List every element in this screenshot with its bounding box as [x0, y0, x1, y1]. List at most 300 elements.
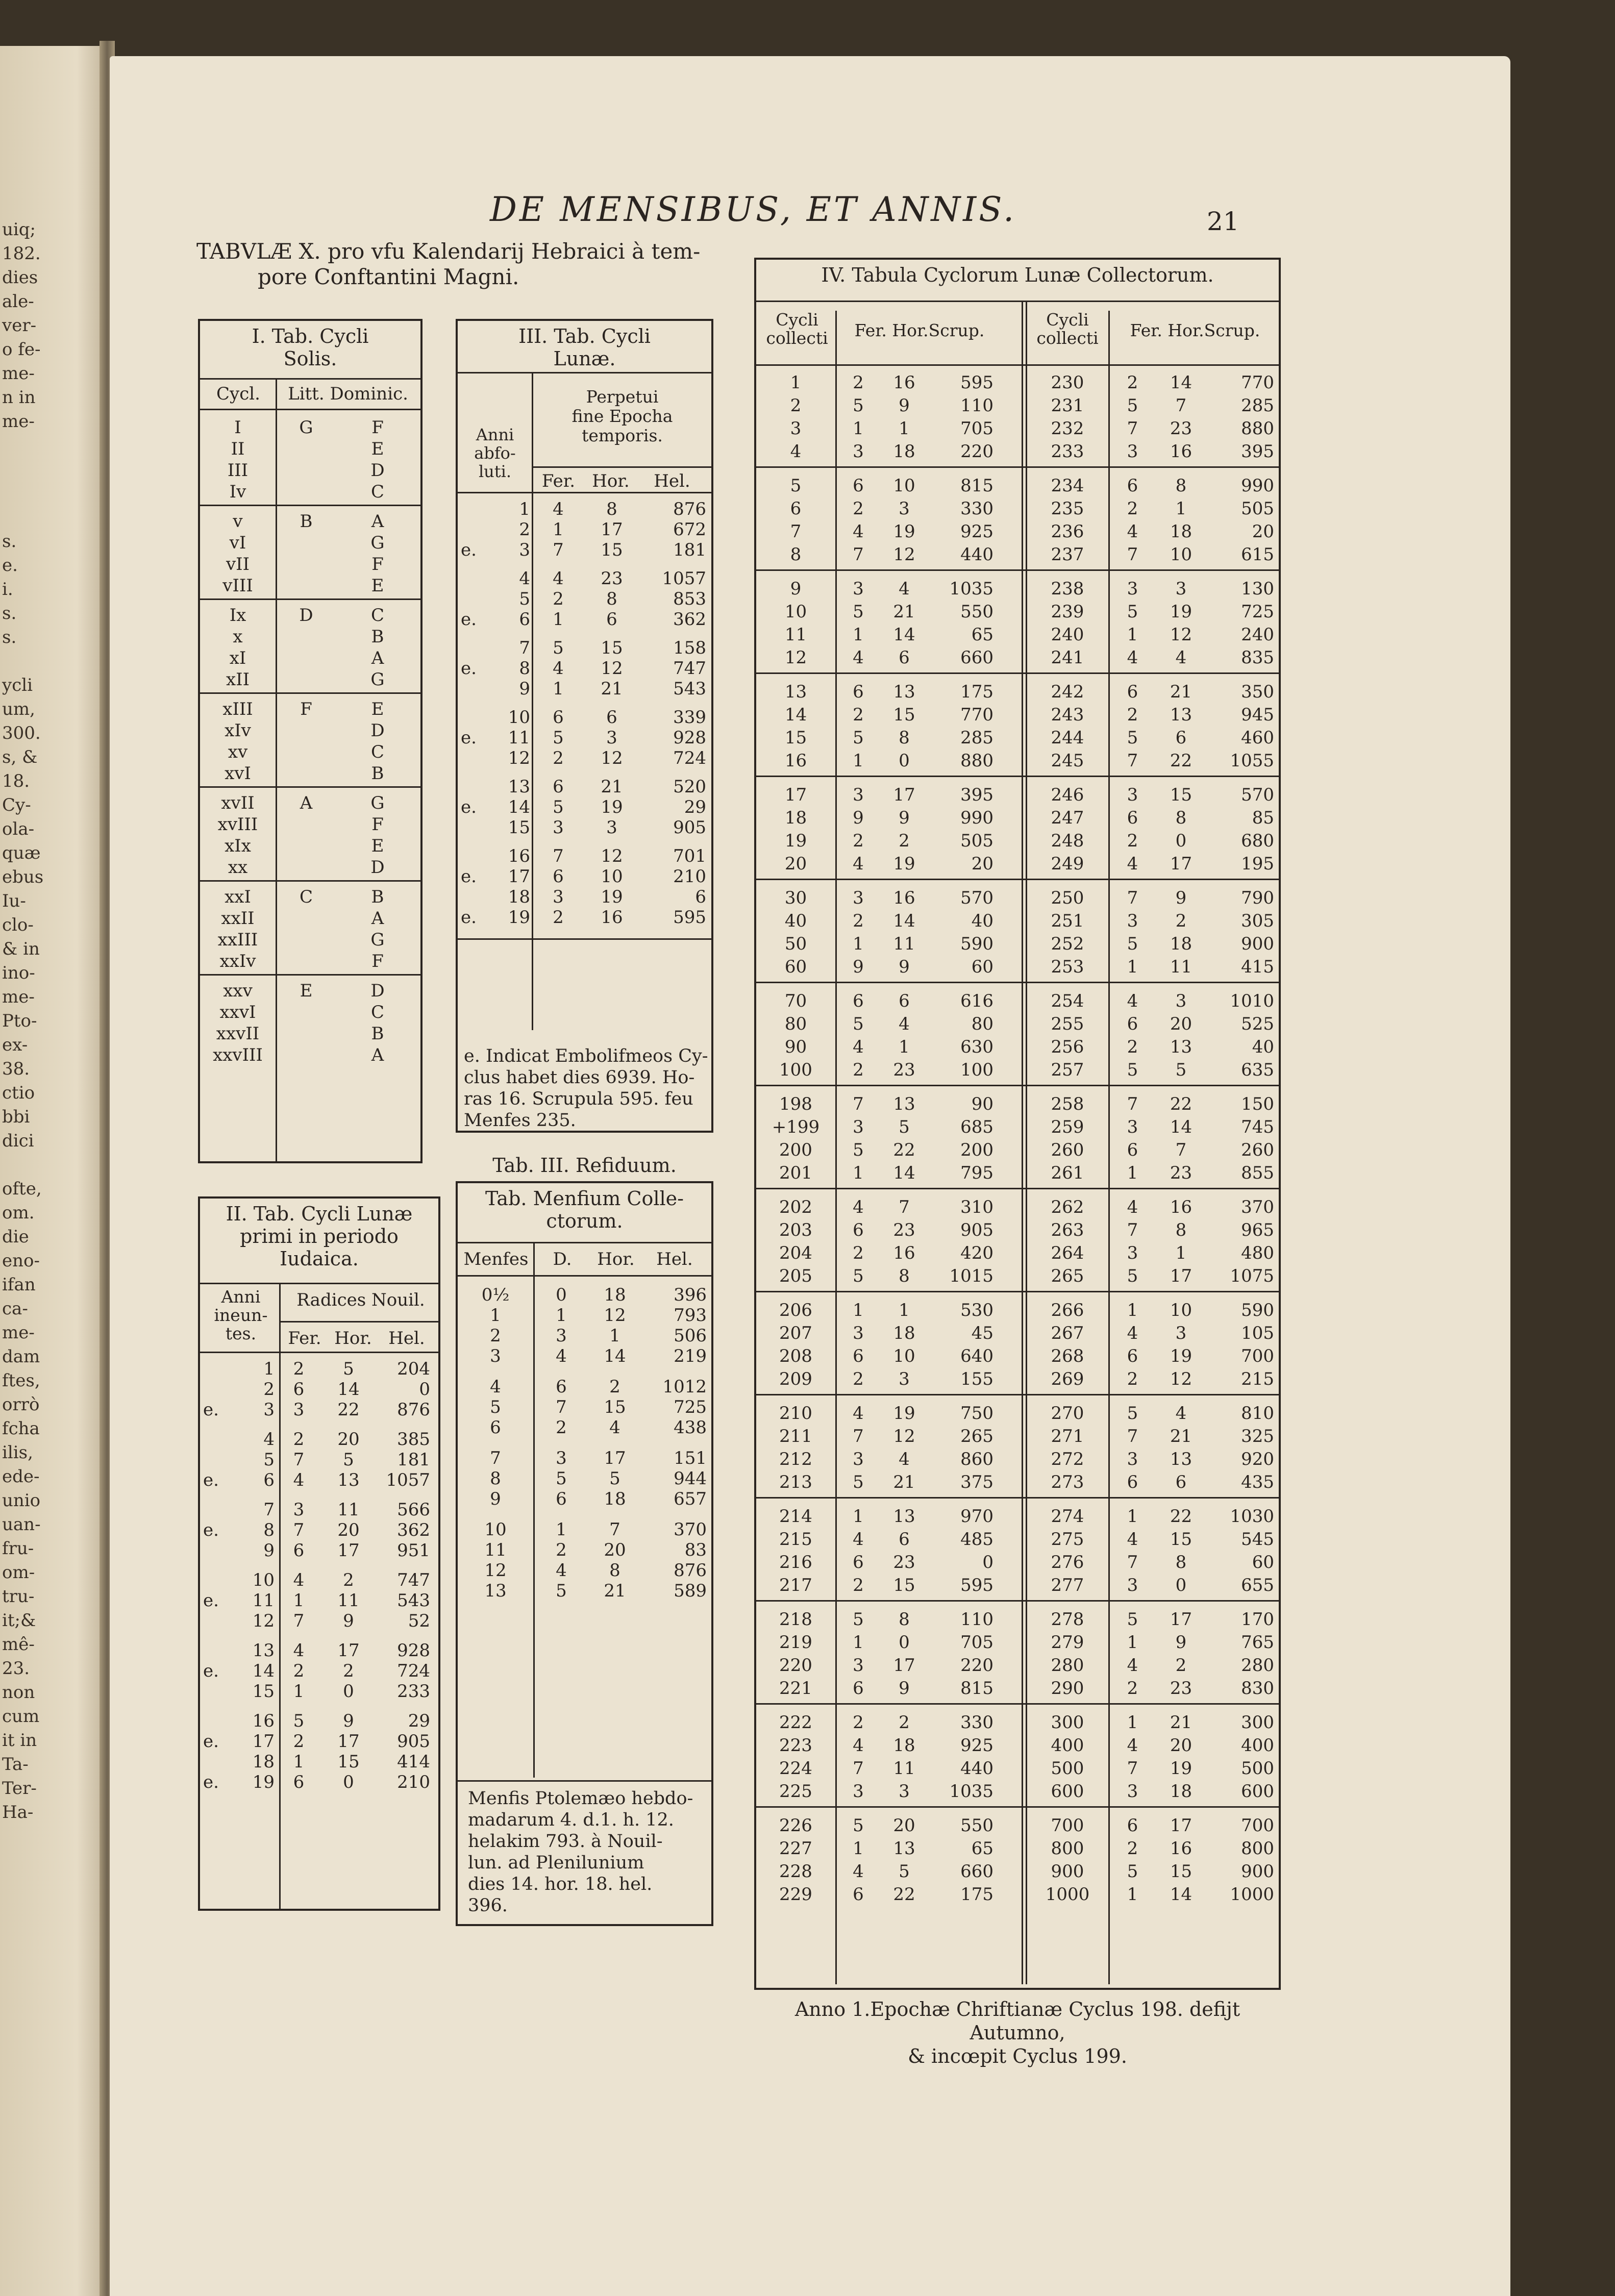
cell-scrup: 835: [1241, 647, 1274, 668]
cell-fer: 7: [1127, 1094, 1138, 1114]
margin-text-line: ino-: [2, 963, 35, 983]
table-row: [756, 705, 1022, 725]
cell-hor: 5: [1175, 1060, 1187, 1080]
cell-hor: 11: [337, 1590, 360, 1611]
cell-hor: 20: [337, 1429, 360, 1450]
cell-scrup: 1000: [1230, 1884, 1274, 1905]
cell-hel: 210: [673, 866, 706, 887]
cell-hel: 233: [397, 1681, 430, 1702]
cell-fer: 1: [853, 934, 864, 954]
title-line-1: TABVLÆ X. pro vfu Kalendarij Hebraici à tem-: [196, 239, 701, 264]
cell-scrup: 0: [982, 1552, 993, 1573]
cell-scrup: 415: [1241, 957, 1274, 977]
cell-menfes: 1: [490, 1305, 501, 1326]
cell-cycl: xI: [229, 648, 246, 668]
cell-cycl: vII: [226, 554, 250, 575]
cell-mark: e.: [203, 1400, 219, 1420]
cell-cycli: 30: [784, 888, 807, 908]
cell-hel: 543: [673, 679, 706, 699]
table-row: [1027, 1014, 1279, 1034]
table-row: [1027, 1473, 1279, 1492]
cell-hor: 21: [601, 679, 623, 699]
cell-scrup: 800: [1241, 1838, 1274, 1859]
cell-cycli: 251: [1051, 911, 1084, 931]
rule-line: [532, 466, 711, 468]
cell-litt-1: [276, 670, 337, 689]
cell-cycli: 272: [1051, 1449, 1084, 1469]
table5-cycli-line: collecti: [766, 328, 828, 348]
cell-menfes: 11: [484, 1540, 507, 1560]
cell-hel: 151: [674, 1448, 707, 1468]
cell-anni: 2: [519, 519, 530, 540]
cell-hor: 17: [1170, 1609, 1192, 1630]
cell-hor: 18: [1170, 521, 1192, 542]
cell-hor: 5: [343, 1359, 354, 1379]
cell-hor: 0: [343, 1681, 354, 1702]
cell-hor: 22: [337, 1400, 360, 1420]
cell-cycli: 1000: [1045, 1884, 1090, 1905]
cell-hor: 12: [893, 544, 915, 565]
table-row: [458, 908, 711, 927]
cell-fer: 4: [1127, 521, 1138, 542]
cell-scrup: 655: [1241, 1575, 1274, 1595]
cell-fer: 2: [1127, 1838, 1138, 1859]
cell-cycli: 247: [1051, 808, 1084, 828]
cell-hor: 3: [606, 728, 617, 748]
table-row: [756, 831, 1022, 851]
cell-scrup: 900: [1241, 1861, 1274, 1882]
cell-d: 1: [556, 1305, 567, 1326]
cell-hor: 19: [1170, 602, 1192, 622]
table3-caption-line: III. Tab. Cycli: [518, 325, 651, 347]
cell-fer: 2: [1127, 1037, 1138, 1057]
margin-text-line: ofte,: [2, 1179, 42, 1199]
table-row: [200, 1380, 438, 1399]
cell-scrup: 150: [1241, 1094, 1274, 1114]
cell-fer: 1: [853, 625, 864, 645]
cell-cycli: 231: [1051, 395, 1084, 416]
cell-mark: [200, 1450, 223, 1469]
cell-hor: 13: [1170, 705, 1192, 725]
cell-scrup: 330: [960, 1712, 993, 1733]
cell-fer: 5: [853, 728, 864, 748]
table-row: [458, 887, 711, 907]
cell-cycli: 201: [779, 1163, 812, 1183]
cell-fer: 1: [1127, 1884, 1138, 1905]
table-row: [756, 1450, 1022, 1469]
cell-hor: 4: [1175, 1403, 1187, 1424]
cell-anni: 2: [263, 1379, 275, 1400]
cell-menfes: 4: [490, 1377, 501, 1397]
cell-scrup: 705: [960, 1632, 993, 1653]
cell-scrup: 595: [960, 372, 993, 393]
table-row: [200, 1611, 438, 1631]
cell-fer: 7: [1127, 544, 1138, 565]
cell-fer: 5: [293, 1711, 305, 1731]
cell-mark: [200, 1711, 223, 1731]
cell-hor: 15: [1170, 1529, 1192, 1550]
table3-note-line: ras 16. Scrupula 595. feu: [464, 1089, 693, 1109]
table2-sub-fer: Fer.: [288, 1328, 321, 1349]
table2-caption: [200, 1203, 438, 1270]
table-row: [200, 981, 420, 1001]
cell-hel: 362: [673, 609, 706, 630]
table-row: [200, 606, 420, 625]
cell-litt-1: [276, 858, 337, 877]
table-row: [756, 373, 1022, 392]
cell-cycli: 500: [1051, 1758, 1084, 1779]
cell-fer: 1: [853, 1300, 864, 1320]
cell-scrup: 375: [960, 1472, 993, 1492]
table-row: [200, 461, 420, 480]
cell-fer: 2: [853, 1712, 864, 1733]
table-row: [458, 1469, 711, 1488]
cell-hor: 23: [1170, 418, 1192, 439]
cell-scrup: 790: [1241, 888, 1274, 908]
table-row: [200, 1500, 438, 1519]
rule-line: [756, 879, 1279, 880]
table-row: [756, 1816, 1022, 1835]
cell-cycli: 3: [790, 418, 802, 439]
cell-hel: 928: [673, 728, 706, 748]
cell-fer: 3: [853, 1781, 864, 1802]
cell-hel: 385: [397, 1429, 430, 1450]
cell-cycli: 215: [779, 1529, 812, 1550]
cell-hel: 396: [674, 1285, 707, 1305]
table2-anni-line: ineun-: [214, 1305, 268, 1325]
cell-hor: 5: [343, 1450, 354, 1470]
cell-hor: 12: [1170, 625, 1192, 645]
margin-text-line: s.: [2, 627, 17, 647]
cell-mark: [458, 520, 481, 539]
table3-sub-hor: Hor.: [592, 471, 630, 491]
cell-fer: 5: [1127, 1266, 1138, 1286]
cell-hel: 219: [674, 1346, 707, 1366]
table-row: [1027, 499, 1279, 518]
table3-header-perpetui: [534, 387, 710, 445]
cell-hor: 1: [899, 418, 910, 439]
table-row: [756, 888, 1022, 908]
cell-cycli: 253: [1051, 957, 1084, 977]
cell-scrup: 40: [971, 911, 993, 931]
cell-fer: 1: [853, 1838, 864, 1859]
cell-cycli: 214: [779, 1506, 812, 1527]
cell-hor: 19: [601, 797, 623, 817]
cell-cycli: 7: [790, 521, 802, 542]
cell-fer: 5: [1127, 1609, 1138, 1630]
cell-hor: 13: [893, 1838, 915, 1859]
cell-scrup: 395: [960, 785, 993, 805]
table-row: [1027, 1782, 1279, 1801]
cell-scrup: 990: [1241, 476, 1274, 496]
cell-anni: 16: [508, 846, 530, 866]
cell-d: 5: [556, 1468, 567, 1489]
table4-note-line: dies 14. hor. 18. hel.: [468, 1874, 653, 1894]
table-row: [200, 1045, 420, 1065]
cell-cycli: 239: [1051, 602, 1084, 622]
cell-fer: 3: [853, 1323, 864, 1343]
table-row: [458, 1326, 711, 1345]
table-row: [200, 1711, 438, 1731]
cell-fer: 5: [1127, 602, 1138, 622]
cell-anni: 1: [263, 1359, 275, 1379]
cell-fer: 3: [1127, 441, 1138, 462]
cell-anni: 3: [519, 540, 530, 560]
cell-litt-2: B: [371, 887, 384, 907]
cell-hor: 0: [1175, 831, 1187, 851]
margin-text-line: & in: [2, 939, 40, 959]
cell-scrup: 195: [1241, 854, 1274, 874]
cell-scrup: 880: [1241, 418, 1274, 439]
cell-hor: 17: [337, 1540, 360, 1561]
cell-fer: 5: [853, 1014, 864, 1034]
cell-anni: 8: [263, 1520, 275, 1540]
margin-text-line: me-: [2, 1322, 35, 1343]
table-row: [756, 419, 1022, 438]
rule-line: [756, 364, 1279, 366]
cell-litt-2: C: [370, 605, 384, 626]
table2-header-anni: [205, 1288, 277, 1343]
cell-hor: 18: [893, 441, 915, 462]
cell-scrup: 85: [1252, 808, 1274, 828]
table-row: [458, 777, 711, 796]
margin-text-line: ycli: [2, 675, 33, 695]
table3-anni-line: abfo-: [474, 443, 516, 463]
table-row: [756, 1266, 1022, 1286]
page-title: [196, 239, 727, 290]
cell-litt-2: F: [371, 417, 384, 438]
cell-fer: 4: [1127, 1323, 1138, 1343]
cell-cycli: 259: [1051, 1117, 1084, 1137]
cell-litt-1: [276, 815, 337, 834]
cell-anni: 13: [252, 1640, 275, 1661]
table1-caption: [200, 325, 420, 370]
cell-hor: 18: [893, 1735, 915, 1756]
cell-scrup: 925: [960, 521, 993, 542]
cell-anni: 4: [519, 568, 530, 589]
cell-litt-1: [276, 461, 337, 480]
cell-scrup: 970: [960, 1506, 993, 1527]
cell-cycli: 220: [779, 1655, 812, 1676]
cell-cycli: 269: [1051, 1369, 1084, 1389]
margin-text-line: me-: [2, 363, 35, 384]
cell-hor: 11: [893, 934, 915, 954]
table-row: [1027, 1163, 1279, 1183]
table-row: [200, 1430, 438, 1449]
cell-hor: 15: [893, 705, 915, 725]
table2-caption-line: primi in periodo: [240, 1225, 399, 1247]
cell-fer: 4: [553, 568, 564, 589]
cell-hor: 9: [1175, 888, 1187, 908]
cell-hel: 876: [674, 1560, 707, 1581]
cell-fer: 5: [853, 1266, 864, 1286]
table3-perp-line: Perpetui: [586, 387, 659, 407]
cell-hor: 14: [1170, 372, 1192, 393]
cell-hor: 15: [604, 1397, 626, 1417]
table4-note-line: helakim 793. à Nouil-: [468, 1831, 663, 1852]
cell-cycl: xxIv: [219, 951, 256, 971]
cell-hor: 9: [899, 957, 910, 977]
cell-hel: 438: [674, 1417, 707, 1438]
cell-mark: [200, 1570, 223, 1590]
margin-text-line: ebus: [2, 867, 44, 887]
cell-fer: 1: [853, 1506, 864, 1527]
cell-cycli: 278: [1051, 1609, 1084, 1630]
cell-cycl: xvI: [225, 763, 251, 784]
table-row: [756, 545, 1022, 564]
table-row: [1027, 1679, 1279, 1698]
cell-fer: 6: [853, 682, 864, 702]
cell-cycli: 9: [790, 579, 802, 599]
cell-cycli: 234: [1051, 476, 1084, 496]
cell-anni: 7: [263, 1500, 275, 1520]
cell-hor: 16: [893, 1243, 915, 1263]
cell-scrup: 545: [1241, 1529, 1274, 1550]
cell-fer: 4: [553, 499, 564, 519]
table3-perp-line: fine Epocha: [572, 406, 673, 426]
table-row: [756, 1656, 1022, 1675]
cell-hor: 9: [343, 1611, 354, 1631]
table-row: [756, 1197, 1022, 1217]
cell-fer: 3: [1127, 785, 1138, 805]
cell-hor: 7: [899, 1197, 910, 1217]
cell-mark: [200, 1641, 223, 1660]
table-row: [200, 836, 420, 856]
table-row: [1027, 854, 1279, 874]
table5-header-cycli-left: [759, 311, 835, 347]
cell-cycli: +199: [772, 1117, 820, 1137]
cell-cycli: 241: [1051, 647, 1084, 668]
cell-hor: 1: [899, 1037, 910, 1057]
cell-litt-1: F: [300, 699, 312, 719]
cell-scrup: 440: [960, 1758, 993, 1779]
cell-fer: 2: [293, 1429, 305, 1450]
cell-hel: 181: [673, 540, 706, 560]
cell-hel: 944: [674, 1468, 707, 1489]
rule-line: [756, 1085, 1279, 1086]
table-row: [1027, 682, 1279, 702]
table-row: [200, 764, 420, 783]
cell-cycli: 250: [1051, 888, 1084, 908]
cell-cycli: 246: [1051, 785, 1084, 805]
cell-hor: 19: [893, 1403, 915, 1424]
table-row: [756, 1346, 1022, 1366]
cell-scrup: 595: [960, 1575, 993, 1595]
table-row: [756, 522, 1022, 541]
cell-hor: 8: [606, 499, 617, 519]
cell-cycli: 280: [1051, 1655, 1084, 1676]
cell-hor: 16: [893, 888, 915, 908]
cell-scrup: 175: [960, 1884, 993, 1905]
cell-fer: 6: [1127, 682, 1138, 702]
table-row: [1027, 602, 1279, 621]
cell-scrup: 615: [1241, 544, 1274, 565]
cell-hor: 8: [606, 589, 617, 609]
cell-cycli: 100: [779, 1060, 812, 1080]
table5-cycli-line: Cycli: [1046, 310, 1089, 330]
cell-mark: e.: [461, 866, 477, 887]
cell-hor: 16: [1170, 1197, 1192, 1217]
table-row: [200, 909, 420, 928]
cell-cycli: 198: [779, 1094, 812, 1114]
table-row: [756, 1530, 1022, 1549]
table3-caption-line: Lunæ.: [553, 347, 616, 370]
cell-hel: 83: [684, 1540, 707, 1560]
cell-fer: 1: [1127, 1506, 1138, 1527]
cell-cycli: 218: [779, 1609, 812, 1630]
cell-fer: 4: [1127, 854, 1138, 874]
cell-mark: e.: [461, 728, 477, 748]
cell-cycli: 277: [1051, 1575, 1084, 1595]
cell-fer: 2: [853, 1575, 864, 1595]
cell-cycli: 50: [784, 934, 807, 954]
cell-hor: 0: [1175, 1575, 1187, 1595]
cell-cycli: 800: [1051, 1838, 1084, 1859]
cell-fer: 6: [853, 1884, 864, 1905]
cell-mark: e.: [461, 540, 477, 560]
cell-fer: 6: [1127, 476, 1138, 496]
cell-litt-2: G: [370, 669, 385, 690]
cell-cycl: xxv: [223, 981, 253, 1001]
cell-hor: 17: [337, 1640, 360, 1661]
margin-text-line: ola-: [2, 819, 35, 839]
cell-mark: e.: [203, 1661, 219, 1681]
cell-fer: 4: [1127, 1655, 1138, 1676]
cell-fer: 6: [853, 1552, 864, 1573]
cell-fer: 7: [853, 1094, 864, 1114]
table-row: [200, 1641, 438, 1660]
margin-text-line: um,: [2, 699, 35, 719]
cell-scrup: 65: [971, 1838, 993, 1859]
cell-d: 5: [556, 1581, 567, 1601]
cell-hor: 18: [604, 1489, 626, 1509]
table-row: [1027, 1816, 1279, 1835]
cell-hor: 13: [1170, 1449, 1192, 1469]
cell-anni: 5: [263, 1450, 275, 1470]
cell-hor: 17: [1170, 1815, 1192, 1836]
cell-hor: 1: [609, 1326, 620, 1346]
table-row: [756, 648, 1022, 667]
table-row: [1027, 1301, 1279, 1320]
cell-fer: 1: [853, 1632, 864, 1653]
cell-hor: 3: [899, 1369, 910, 1389]
cell-hor: 6: [606, 707, 617, 728]
table3-anni-line: Anni: [476, 425, 514, 444]
cell-hel: 339: [673, 707, 706, 728]
table-row: [200, 793, 420, 813]
cell-fer: 4: [293, 1570, 305, 1590]
cell-cycli: 265: [1051, 1266, 1084, 1286]
cell-anni: 17: [508, 866, 530, 887]
cell-hor: 20: [1170, 1735, 1192, 1756]
rule-line: [756, 569, 1279, 571]
table-row: [200, 627, 420, 646]
table-row: [1027, 1736, 1279, 1755]
cell-hor: 20: [337, 1520, 360, 1540]
table-row: [458, 569, 711, 588]
cell-cycl: Iv: [229, 482, 246, 502]
cell-fer: 5: [853, 395, 864, 416]
cell-d: 7: [556, 1397, 567, 1417]
table-row: [756, 728, 1022, 747]
table3-header-sub: [534, 471, 710, 491]
cell-cycli: 271: [1051, 1426, 1084, 1446]
cell-cycli: 237: [1051, 544, 1084, 565]
cell-hel: 1057: [662, 568, 706, 589]
cell-hor: 11: [893, 1758, 915, 1779]
cell-hor: 14: [604, 1346, 626, 1366]
cell-fer: 9: [853, 808, 864, 828]
